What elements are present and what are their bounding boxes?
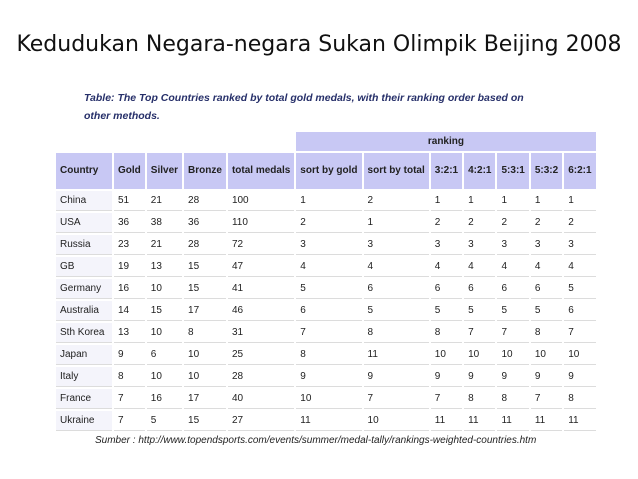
value-cell: 6 bbox=[147, 345, 182, 365]
value-cell: 5 bbox=[464, 301, 495, 321]
value-cell: 1 bbox=[531, 191, 562, 211]
value-cell: 13 bbox=[114, 323, 145, 343]
value-cell: 1 bbox=[296, 191, 361, 211]
column-header: 4:2:1 bbox=[464, 153, 495, 189]
value-cell: 16 bbox=[147, 389, 182, 409]
value-cell: 47 bbox=[228, 257, 294, 277]
table-row bbox=[56, 345, 596, 365]
column-header: 6:2:1 bbox=[564, 153, 595, 189]
value-cell: 6 bbox=[431, 279, 462, 299]
country-cell: France bbox=[56, 389, 112, 409]
value-cell: 10 bbox=[184, 345, 226, 365]
value-cell: 6 bbox=[364, 279, 429, 299]
value-cell: 2 bbox=[296, 213, 361, 233]
value-cell: 6 bbox=[464, 279, 495, 299]
value-cell: 72 bbox=[228, 235, 294, 255]
value-cell: 4 bbox=[431, 257, 462, 277]
value-cell: 4 bbox=[531, 257, 562, 277]
table-row bbox=[56, 213, 596, 233]
value-cell: 15 bbox=[184, 411, 226, 431]
value-cell: 11 bbox=[431, 411, 462, 431]
column-header: Country bbox=[56, 153, 112, 189]
value-cell: 9 bbox=[564, 367, 595, 387]
value-cell: 3 bbox=[497, 235, 528, 255]
value-cell: 25 bbox=[228, 345, 294, 365]
value-cell: 11 bbox=[531, 411, 562, 431]
value-cell: 17 bbox=[184, 301, 226, 321]
column-header: Bronze bbox=[184, 153, 226, 189]
value-cell: 6 bbox=[531, 279, 562, 299]
medal-ranking-table bbox=[54, 130, 598, 433]
value-cell: 9 bbox=[497, 367, 528, 387]
country-cell: USA bbox=[56, 213, 112, 233]
value-cell: 7 bbox=[497, 323, 528, 343]
slide-title: Kedudukan Negara-negara Sukan Olimpik Beijing 2008 bbox=[16, 32, 622, 57]
value-cell: 10 bbox=[184, 367, 226, 387]
value-cell: 28 bbox=[228, 367, 294, 387]
value-cell: 3 bbox=[531, 235, 562, 255]
value-cell: 10 bbox=[531, 345, 562, 365]
value-cell: 13 bbox=[147, 257, 182, 277]
value-cell: 5 bbox=[296, 279, 361, 299]
column-header: sort by gold bbox=[296, 153, 361, 189]
value-cell: 10 bbox=[464, 345, 495, 365]
value-cell: 3 bbox=[564, 235, 595, 255]
value-cell: 16 bbox=[114, 279, 145, 299]
value-cell: 9 bbox=[431, 367, 462, 387]
table-row bbox=[56, 257, 596, 277]
value-cell: 23 bbox=[114, 235, 145, 255]
value-cell: 9 bbox=[296, 367, 361, 387]
table-row bbox=[56, 279, 596, 299]
country-cell: Japan bbox=[56, 345, 112, 365]
value-cell: 28 bbox=[184, 235, 226, 255]
value-cell: 10 bbox=[564, 345, 595, 365]
value-cell: 100 bbox=[228, 191, 294, 211]
value-cell: 10 bbox=[364, 411, 429, 431]
value-cell: 10 bbox=[497, 345, 528, 365]
value-cell: 40 bbox=[228, 389, 294, 409]
value-cell: 7 bbox=[114, 389, 145, 409]
value-cell: 28 bbox=[184, 191, 226, 211]
table-row bbox=[56, 367, 596, 387]
value-cell: 10 bbox=[147, 279, 182, 299]
source-citation: Sumber : http://www.topendsports.com/events/summer/medal-tally/rankings-weighted-countries.htm bbox=[95, 435, 537, 446]
value-cell: 8 bbox=[184, 323, 226, 343]
value-cell: 2 bbox=[431, 213, 462, 233]
value-cell: 11 bbox=[497, 411, 528, 431]
table-row bbox=[56, 323, 596, 343]
table-row bbox=[56, 411, 596, 431]
table-body bbox=[56, 191, 596, 431]
value-cell: 10 bbox=[296, 389, 361, 409]
value-cell: 9 bbox=[114, 345, 145, 365]
value-cell: 46 bbox=[228, 301, 294, 321]
value-cell: 5 bbox=[531, 301, 562, 321]
value-cell: 1 bbox=[497, 191, 528, 211]
value-cell: 1 bbox=[431, 191, 462, 211]
value-cell: 2 bbox=[497, 213, 528, 233]
value-cell: 3 bbox=[296, 235, 361, 255]
value-cell: 2 bbox=[364, 191, 429, 211]
table-row bbox=[56, 235, 596, 255]
value-cell: 2 bbox=[564, 213, 595, 233]
value-cell: 19 bbox=[114, 257, 145, 277]
value-cell: 15 bbox=[184, 257, 226, 277]
value-cell: 8 bbox=[296, 345, 361, 365]
value-cell: 1 bbox=[364, 213, 429, 233]
table-caption: Table: The Top Countries ranked by total gold medals, with their ranking order based on other methods. bbox=[84, 89, 524, 125]
value-cell: 7 bbox=[364, 389, 429, 409]
value-cell: 7 bbox=[531, 389, 562, 409]
column-header: Silver bbox=[147, 153, 182, 189]
value-cell: 10 bbox=[147, 323, 182, 343]
value-cell: 3 bbox=[431, 235, 462, 255]
value-cell: 8 bbox=[564, 389, 595, 409]
value-cell: 8 bbox=[497, 389, 528, 409]
value-cell: 9 bbox=[364, 367, 429, 387]
value-cell: 36 bbox=[114, 213, 145, 233]
value-cell: 11 bbox=[364, 345, 429, 365]
country-cell: Germany bbox=[56, 279, 112, 299]
value-cell: 15 bbox=[147, 301, 182, 321]
blank-header-cell bbox=[56, 132, 294, 151]
value-cell: 1 bbox=[564, 191, 595, 211]
value-cell: 2 bbox=[531, 213, 562, 233]
table-row bbox=[56, 301, 596, 321]
column-header-row bbox=[56, 153, 596, 189]
column-header: 5:3:2 bbox=[531, 153, 562, 189]
value-cell: 7 bbox=[296, 323, 361, 343]
value-cell: 110 bbox=[228, 213, 294, 233]
value-cell: 8 bbox=[364, 323, 429, 343]
value-cell: 36 bbox=[184, 213, 226, 233]
value-cell: 9 bbox=[531, 367, 562, 387]
column-header: total medals bbox=[228, 153, 294, 189]
value-cell: 5 bbox=[147, 411, 182, 431]
country-cell: China bbox=[56, 191, 112, 211]
country-cell: Sth Korea bbox=[56, 323, 112, 343]
value-cell: 5 bbox=[564, 279, 595, 299]
value-cell: 2 bbox=[464, 213, 495, 233]
value-cell: 21 bbox=[147, 191, 182, 211]
value-cell: 41 bbox=[228, 279, 294, 299]
value-cell: 11 bbox=[296, 411, 361, 431]
value-cell: 6 bbox=[564, 301, 595, 321]
value-cell: 21 bbox=[147, 235, 182, 255]
country-cell: Australia bbox=[56, 301, 112, 321]
value-cell: 4 bbox=[497, 257, 528, 277]
column-header: 3:2:1 bbox=[431, 153, 462, 189]
value-cell: 4 bbox=[464, 257, 495, 277]
column-header: Gold bbox=[114, 153, 145, 189]
value-cell: 51 bbox=[114, 191, 145, 211]
value-cell: 7 bbox=[114, 411, 145, 431]
value-cell: 7 bbox=[431, 389, 462, 409]
country-cell: Russia bbox=[56, 235, 112, 255]
country-cell: Ukraine bbox=[56, 411, 112, 431]
value-cell: 8 bbox=[464, 389, 495, 409]
value-cell: 4 bbox=[364, 257, 429, 277]
value-cell: 31 bbox=[228, 323, 294, 343]
country-cell: Italy bbox=[56, 367, 112, 387]
value-cell: 3 bbox=[464, 235, 495, 255]
value-cell: 17 bbox=[184, 389, 226, 409]
value-cell: 1 bbox=[464, 191, 495, 211]
value-cell: 6 bbox=[497, 279, 528, 299]
value-cell: 15 bbox=[184, 279, 226, 299]
value-cell: 11 bbox=[564, 411, 595, 431]
value-cell: 3 bbox=[364, 235, 429, 255]
value-cell: 4 bbox=[564, 257, 595, 277]
value-cell: 8 bbox=[431, 323, 462, 343]
value-cell: 5 bbox=[497, 301, 528, 321]
ranking-group-header: ranking bbox=[296, 132, 595, 151]
value-cell: 7 bbox=[464, 323, 495, 343]
value-cell: 7 bbox=[564, 323, 595, 343]
value-cell: 38 bbox=[147, 213, 182, 233]
table-row bbox=[56, 389, 596, 409]
value-cell: 27 bbox=[228, 411, 294, 431]
value-cell: 14 bbox=[114, 301, 145, 321]
value-cell: 5 bbox=[364, 301, 429, 321]
country-cell: GB bbox=[56, 257, 112, 277]
value-cell: 10 bbox=[431, 345, 462, 365]
value-cell: 8 bbox=[114, 367, 145, 387]
value-cell: 6 bbox=[296, 301, 361, 321]
column-header: 5:3:1 bbox=[497, 153, 528, 189]
value-cell: 11 bbox=[464, 411, 495, 431]
table-row bbox=[56, 191, 596, 211]
value-cell: 10 bbox=[147, 367, 182, 387]
value-cell: 4 bbox=[296, 257, 361, 277]
value-cell: 9 bbox=[464, 367, 495, 387]
value-cell: 5 bbox=[431, 301, 462, 321]
value-cell: 8 bbox=[531, 323, 562, 343]
column-header: sort by total bbox=[364, 153, 429, 189]
